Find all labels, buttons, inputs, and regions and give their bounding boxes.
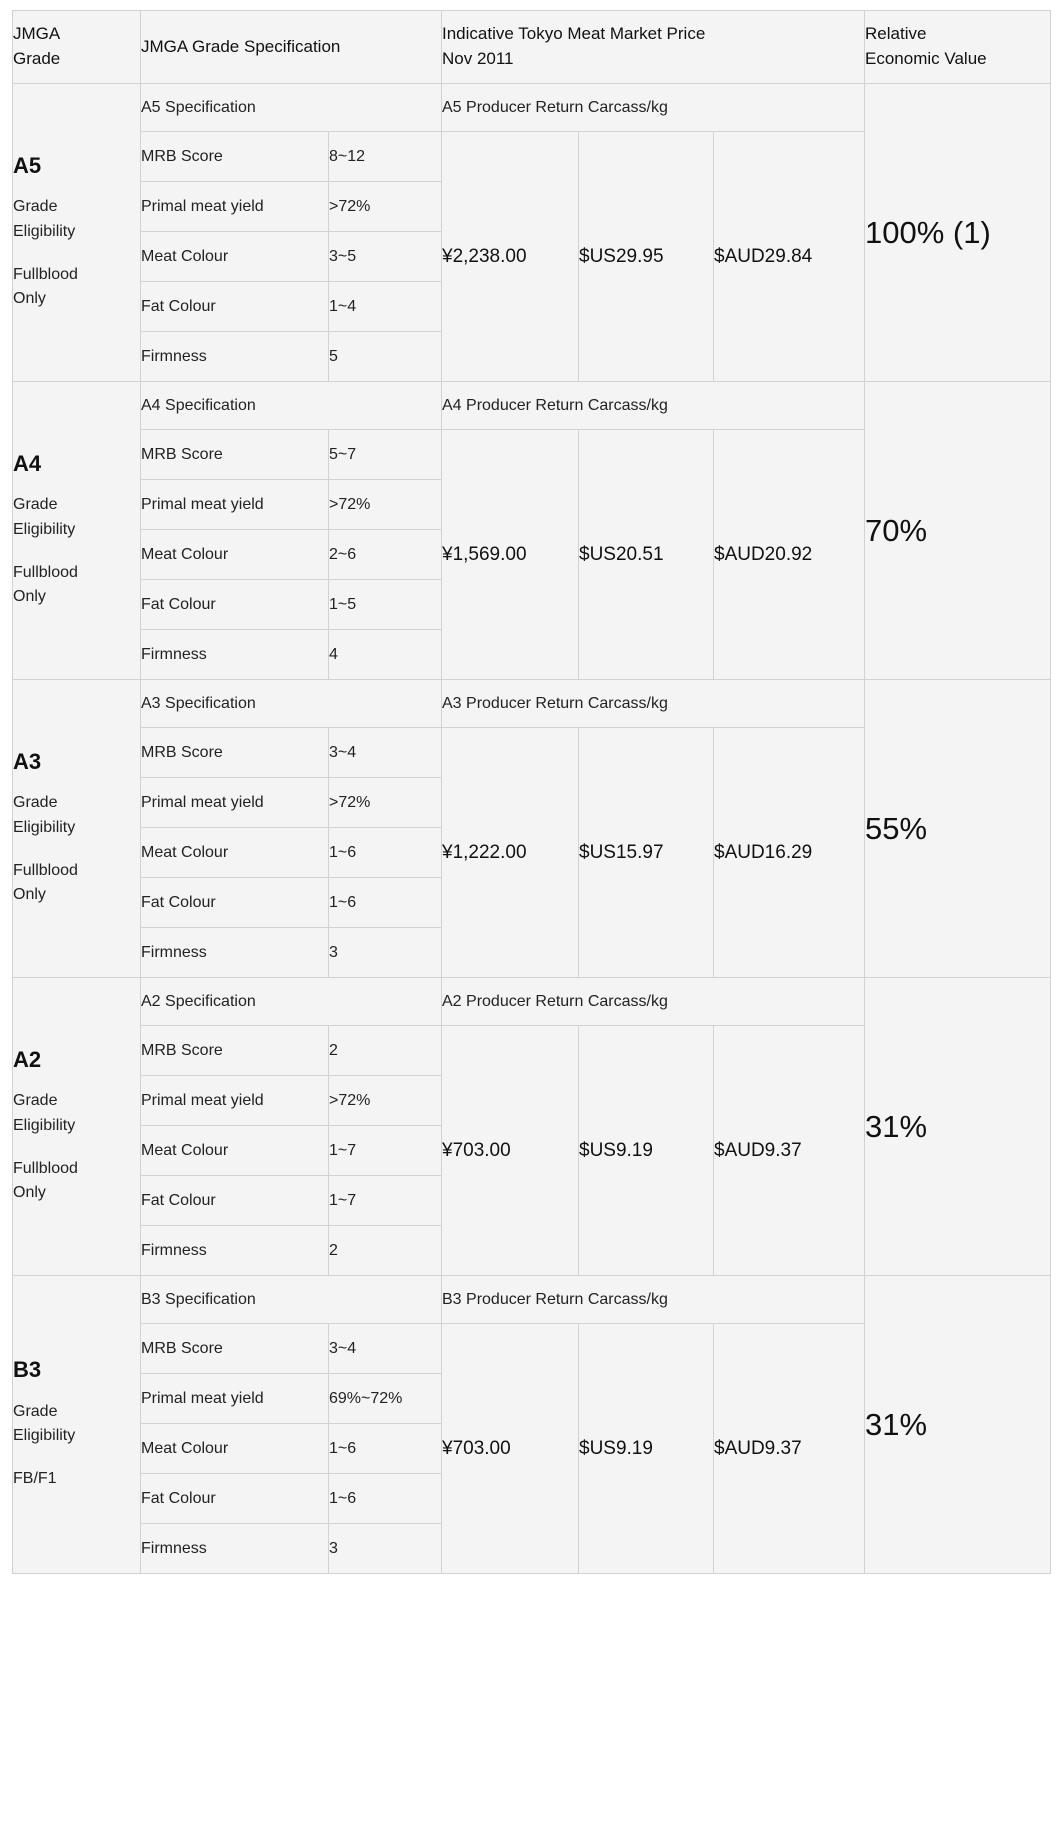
grade-eligibility-type-line-2: Only xyxy=(13,588,46,606)
grade-eligibility-type-a2 xyxy=(13,1157,140,1207)
grade-block-title-row xyxy=(13,84,1051,132)
price-title-a4: A4 Producer Return Carcass/kg xyxy=(442,382,865,430)
grade-code-a4: A4 xyxy=(13,450,42,476)
spec-value-meat-colour-a4: 2~6 xyxy=(329,530,442,580)
grade-eligibility-type-line-1: Fullblood xyxy=(13,1159,78,1177)
spec-label-meat-colour: Meat Colour xyxy=(141,232,329,282)
price-aud-a5: $AUD29.84 xyxy=(714,132,865,382)
grade-code-b3: B3 xyxy=(13,1357,42,1383)
spec-value-fat-colour-a3: 1~6 xyxy=(329,878,442,928)
grade-eligibility-type-a3 xyxy=(13,859,140,909)
header-indicative-tokyo-price xyxy=(442,11,865,84)
spec-label-mrb-score: MRB Score xyxy=(141,728,329,778)
header-relative-economic-value xyxy=(865,11,1051,84)
header-jmga-grade xyxy=(13,11,141,84)
grade-eligibility-type-a4 xyxy=(13,561,140,611)
spec-label-meat-colour: Meat Colour xyxy=(141,530,329,580)
header-jmga-grade-line-1: JMGA xyxy=(13,24,61,44)
grade-eligibility-type-line-2: Only xyxy=(13,290,46,308)
spec-value-fat-colour-b3: 1~6 xyxy=(329,1474,442,1524)
spec-title-a3: A3 Specification xyxy=(141,680,442,728)
spec-value-primal-meat-yield-a3: >72% xyxy=(329,778,442,828)
grade-code-a5: A5 xyxy=(13,152,42,178)
price-usd-a3: $US15.97 xyxy=(579,728,714,978)
spec-label-meat-colour: Meat Colour xyxy=(141,1126,329,1176)
price-aud-b3: $AUD9.37 xyxy=(714,1324,865,1574)
spec-value-primal-meat-yield-b3: 69%~72% xyxy=(329,1374,442,1424)
spec-value-primal-meat-yield-a5: >72% xyxy=(329,182,442,232)
spec-label-fat-colour: Fat Colour xyxy=(141,1176,329,1226)
header-relative-economic-value-line-2: Economic Value xyxy=(865,49,987,68)
spec-value-primal-meat-yield-a2: >72% xyxy=(329,1076,442,1126)
grade-eligibility-type-line-1: FB/F1 xyxy=(13,1470,57,1488)
price-jpy-a4: ¥1,569.00 xyxy=(442,430,579,680)
spec-value-mrb-score-a3: 3~4 xyxy=(329,728,442,778)
spec-label-primal-meat-yield: Primal meat yield xyxy=(141,182,329,232)
grade-eligibility-line-2: Eligibility xyxy=(13,222,76,240)
price-usd-a4: $US20.51 xyxy=(579,430,714,680)
grade-eligibility-line-2: Eligibility xyxy=(13,1116,76,1134)
spec-label-firmness: Firmness xyxy=(141,1226,329,1276)
relative-economic-value-a4: 70% xyxy=(865,382,1051,680)
header-jmga-grade-specification-line-1: JMGA Grade Specification xyxy=(141,36,341,56)
grade-eligibility-a5 xyxy=(13,195,140,245)
grade-eligibility-line-1: Grade xyxy=(13,1402,58,1420)
grade-code-a3: A3 xyxy=(13,748,42,774)
grade-eligibility-type-line-1: Fullblood xyxy=(13,265,78,283)
price-title-a5: A5 Producer Return Carcass/kg xyxy=(442,84,865,132)
grade-eligibility-line-1: Grade xyxy=(13,794,58,812)
spec-label-fat-colour: Fat Colour xyxy=(141,878,329,928)
header-jmga-grade-line-2: Grade xyxy=(13,49,61,68)
header-indicative-tokyo-price-line-2: Nov 2011 xyxy=(442,49,514,68)
spec-value-meat-colour-a5: 3~5 xyxy=(329,232,442,282)
spec-label-mrb-score: MRB Score xyxy=(141,1026,329,1076)
jmga-grade-table xyxy=(12,10,1051,1574)
spec-value-firmness-a4: 4 xyxy=(329,630,442,680)
grade-block-title-row xyxy=(13,1276,1051,1324)
grade-eligibility-b3 xyxy=(13,1400,140,1450)
header-row xyxy=(13,11,1051,84)
spec-value-fat-colour-a5: 1~4 xyxy=(329,282,442,332)
grade-eligibility-line-2: Eligibility xyxy=(13,1427,76,1445)
spec-value-firmness-a3: 3 xyxy=(329,928,442,978)
grade-eligibility-type-a5 xyxy=(13,263,140,313)
header-relative-economic-value-line-1: Relative xyxy=(865,24,927,44)
grade-eligibility-type-line-1: Fullblood xyxy=(13,861,78,879)
spec-label-mrb-score: MRB Score xyxy=(141,132,329,182)
grade-cell-b3 xyxy=(13,1276,141,1574)
grade-eligibility-type-b3 xyxy=(13,1467,140,1492)
grade-eligibility-a2 xyxy=(13,1089,140,1139)
header-jmga-grade-specification xyxy=(141,11,442,84)
price-jpy-a5: ¥2,238.00 xyxy=(442,132,579,382)
price-jpy-b3: ¥703.00 xyxy=(442,1324,579,1574)
price-jpy-a3: ¥1,222.00 xyxy=(442,728,579,978)
spec-value-mrb-score-a5: 8~12 xyxy=(329,132,442,182)
spec-label-firmness: Firmness xyxy=(141,1524,329,1574)
spec-value-fat-colour-a2: 1~7 xyxy=(329,1176,442,1226)
spec-label-primal-meat-yield: Primal meat yield xyxy=(141,1076,329,1126)
spec-value-firmness-a5: 5 xyxy=(329,332,442,382)
header-indicative-tokyo-price-line-1: Indicative Tokyo Meat Market Price xyxy=(442,24,706,44)
price-usd-a5: $US29.95 xyxy=(579,132,714,382)
grade-eligibility-line-2: Eligibility xyxy=(13,520,76,538)
spec-label-meat-colour: Meat Colour xyxy=(141,828,329,878)
spec-value-firmness-a2: 2 xyxy=(329,1226,442,1276)
spec-label-firmness: Firmness xyxy=(141,332,329,382)
spec-label-firmness: Firmness xyxy=(141,928,329,978)
spec-label-mrb-score: MRB Score xyxy=(141,430,329,480)
spec-label-fat-colour: Fat Colour xyxy=(141,1474,329,1524)
relative-economic-value-a3: 55% xyxy=(865,680,1051,978)
price-usd-b3: $US9.19 xyxy=(579,1324,714,1574)
spec-label-meat-colour: Meat Colour xyxy=(141,1424,329,1474)
grade-code-a2: A2 xyxy=(13,1046,42,1072)
spec-value-fat-colour-a4: 1~5 xyxy=(329,580,442,630)
price-title-a2: A2 Producer Return Carcass/kg xyxy=(442,978,865,1026)
table-header xyxy=(13,11,1051,84)
price-aud-a2: $AUD9.37 xyxy=(714,1026,865,1276)
spec-value-meat-colour-a3: 1~6 xyxy=(329,828,442,878)
grade-eligibility-type-line-1: Fullblood xyxy=(13,563,78,581)
spec-value-mrb-score-b3: 3~4 xyxy=(329,1324,442,1374)
price-title-a3: A3 Producer Return Carcass/kg xyxy=(442,680,865,728)
grade-eligibility-a3 xyxy=(13,791,140,841)
spec-title-a5: A5 Specification xyxy=(141,84,442,132)
spec-value-mrb-score-a2: 2 xyxy=(329,1026,442,1076)
spec-label-primal-meat-yield: Primal meat yield xyxy=(141,778,329,828)
price-aud-a3: $AUD16.29 xyxy=(714,728,865,978)
relative-economic-value-a2: 31% xyxy=(865,978,1051,1276)
table-body xyxy=(13,84,1051,1574)
grade-eligibility-line-2: Eligibility xyxy=(13,818,76,836)
spec-title-b3: B3 Specification xyxy=(141,1276,442,1324)
spec-label-fat-colour: Fat Colour xyxy=(141,580,329,630)
grade-block-title-row xyxy=(13,382,1051,430)
price-jpy-a2: ¥703.00 xyxy=(442,1026,579,1276)
spec-title-a4: A4 Specification xyxy=(141,382,442,430)
grade-eligibility-type-line-2: Only xyxy=(13,1184,46,1202)
grade-cell-a5 xyxy=(13,84,141,382)
grade-cell-a3 xyxy=(13,680,141,978)
relative-economic-value-b3: 31% xyxy=(865,1276,1051,1574)
grade-eligibility-line-1: Grade xyxy=(13,198,58,216)
spec-value-meat-colour-a2: 1~7 xyxy=(329,1126,442,1176)
spec-label-fat-colour: Fat Colour xyxy=(141,282,329,332)
spec-value-mrb-score-a4: 5~7 xyxy=(329,430,442,480)
spec-title-a2: A2 Specification xyxy=(141,978,442,1026)
spec-value-firmness-b3: 3 xyxy=(329,1524,442,1574)
spec-value-meat-colour-b3: 1~6 xyxy=(329,1424,442,1474)
grade-cell-a4 xyxy=(13,382,141,680)
grade-eligibility-line-1: Grade xyxy=(13,1092,58,1110)
price-title-b3: B3 Producer Return Carcass/kg xyxy=(442,1276,865,1324)
spec-value-primal-meat-yield-a4: >72% xyxy=(329,480,442,530)
grade-eligibility-type-line-2: Only xyxy=(13,886,46,904)
spec-label-firmness: Firmness xyxy=(141,630,329,680)
grade-cell-a2 xyxy=(13,978,141,1276)
grade-block-title-row xyxy=(13,680,1051,728)
price-aud-a4: $AUD20.92 xyxy=(714,430,865,680)
spec-label-primal-meat-yield: Primal meat yield xyxy=(141,1374,329,1424)
price-usd-a2: $US9.19 xyxy=(579,1026,714,1276)
grade-block-title-row xyxy=(13,978,1051,1026)
spec-label-primal-meat-yield: Primal meat yield xyxy=(141,480,329,530)
spec-label-mrb-score: MRB Score xyxy=(141,1324,329,1374)
grade-eligibility-a4 xyxy=(13,493,140,543)
grade-eligibility-line-1: Grade xyxy=(13,496,58,514)
relative-economic-value-a5: 100% (1) xyxy=(865,84,1051,382)
